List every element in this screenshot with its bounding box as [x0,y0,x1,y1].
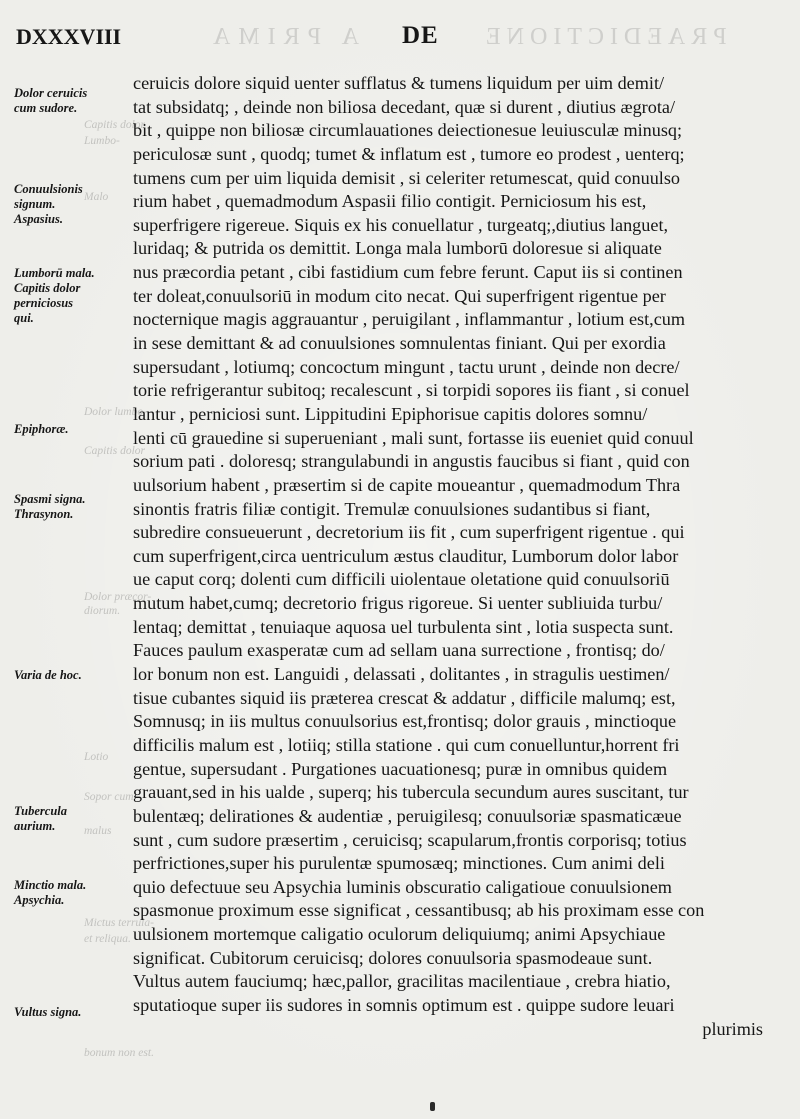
text-line: Fauces paulum exasperatæ cum ad sellam uana surrectione , frontisq; do/ [133,640,665,661]
margin-note [14,492,126,522]
show-through-margin-note: et reliqua. [84,933,131,945]
margin-note-line: cum sudore. [14,101,78,115]
margin-note-line: signum. [14,197,56,211]
text-line: bulentæq; delirationes & audentiæ , peruigilesq; conuulsoriæ spasmaticæue [133,805,682,826]
running-head: DE [402,22,439,49]
text-line: bit , quippe non biliosæ circumlauationes deiectionesue leuiusculæ minusq; [133,120,683,141]
page-number: DXXXVIII [16,24,122,49]
text-line: Vultus autem fauciumq; hæc,pallor, gracilitas macilentiaue , crebra hiatio, [133,971,671,992]
body-text [133,72,763,1041]
show-through-margin-note: bonum non est. [84,1047,154,1059]
margin-note-line: Varia de hoc. [14,668,82,682]
text-line: ter doleat,conuulsoriū in modum cito necat. Qui superfrigent rigentue per [133,285,666,306]
show-through-margin-note: Capitis dolor [84,119,146,131]
text-line: lenti cū grauedine si superueniant , mali sunt, fortasse iis eueniet quid conuul [133,427,694,448]
text-line: uulsorium habent , præsertim si de capite moueantur , quemadmodum Thra [133,474,681,495]
show-through-margin-note: Lotio [84,751,109,763]
show-through-margin-note: Capitis dolor [84,445,146,457]
show-through-text-left: A PRIMA [205,24,360,50]
margin-note-line: Lumborū mala. [14,266,95,280]
text-line: lor bonum non est. Languidi , delassati , dolitantes , in stragulis uestimen/ [133,664,670,685]
margin-note-line: perniciosus [14,296,74,310]
margin-note-line: Epiphoræ. [14,422,69,436]
show-through-margin-note: Lumbo- [84,135,120,147]
show-through-margin-note: diorum. [84,605,121,617]
text-line: uulsionem mortemque caligatio oculorum deliquiumq; animi Apsychiaue [133,924,666,945]
margin-note-line: Dolor ceruicis [14,86,88,100]
margin-note [14,1005,126,1020]
text-line: difficilis malum est , lotiiq; stilla statione . qui cum conuelluntur,horrent fri [133,734,680,755]
text-line: sputatioque super iis sudores in somnis optimum est . quippe sudore leuari [133,994,675,1015]
margin-note-line: Capitis dolor [14,281,81,295]
text-line: cum superfrigent,circa uentriculum æstus clauditur, Lumborum dolor labor [133,545,679,566]
text-line: periculosæ sunt , quodq; tumet & inflatum est , tumore eo prodest , uenterq; [133,143,685,164]
text-line: mutum habet,cumq; decretorio frigus rigoreue. Si uenter subliuida turbu/ [133,593,663,614]
text-line: grauant,sed in his ualde , superq; his tubercula secundum aures suscitant, tur [133,782,689,803]
text-line: perfrictiones,super his purulentæ spumosæq; minctiones. Cum animi deli [133,853,665,874]
text-line: supersudant , lotiumq; concoctum mingunt , tactu urunt , deinde non decre/ [133,356,680,377]
text-line: ue caput corq; dolenti cum difficili uiolentaue oletatione quid conuulsoriū [133,569,670,590]
show-through-margin-note: Malo [84,191,109,203]
text-line: nocternique magis aggrauantur , peruigilant , inflammantur , lotium est,cum [133,309,686,330]
margin-note [14,878,126,908]
text-line: sorium pati . doloresq; strangulabundi in angustis faucibus si fiant , quid con [133,451,690,472]
margin-note [14,804,126,834]
text-line: spasmonue proximum esse significat , cessantibusq; ab his proximam esse con [133,900,705,921]
text-line: significat. Cubitorum ceruicisq; dolores conuulsoria spasmodeaue sunt. [133,947,653,968]
text-line: rium habet , quemadmodum Aspasii filio contigit. Perniciosum his est, [133,191,647,212]
text-line: sinontis fratris filiæ contigit. Tremulæ conuulsiones sudantibus si fiant, [133,498,651,519]
text-line: superfrigere rigereue. Siquis ex his conuellatur , turgeatq;,diutius languet, [133,214,669,235]
text-line: ceruicis dolore siquid uenter sufflatus & tumens liquidum per uim demit/ [133,73,665,93]
margin-note-line: Tubercula [14,804,68,818]
text-line: torie refrigerantur subitoq; recalescunt , si torpidi sopores iis fiant , si conuel [133,380,690,401]
text-line: plurimis [702,1018,763,1039]
text-line: tumens cum per uim liquida demisit , si celeriter retumescat, quid conuulso [133,167,681,188]
margin-note-line: Conuulsionis [14,182,83,196]
show-through-margin-note: malus [84,825,112,837]
margin-note [14,182,126,227]
ink-speck [430,1102,435,1111]
margin-note-line: Vultus signa. [14,1005,82,1019]
show-through-margin-note: Dolor præcor- [84,591,152,603]
marginalia-column [14,80,154,1090]
show-through-margin-note: Mictus terrula- [84,917,154,929]
text-line: gentue, supersudant . Purgationes uacuationesq; puræ in omnibus quidem [133,758,668,779]
margin-note-line: Aspasius. [14,212,63,226]
margin-note-line: Minctio mala. [14,878,87,892]
text-line: Somnusq; in iis multus conuulsorius est,frontisq; dolor grauis , minctioque [133,711,677,732]
text-line: lantur , perniciosi sunt. Lippitudini Epiphorisue capitis dolores somnu/ [133,403,648,424]
text-line: tisue cubantes siquid iis præterea crescat & addatur , difficile malumq; est, [133,687,676,708]
text-line: nus præcordia petant , cibi fastidium cum febre ferunt. Caput iis si continen [133,262,683,283]
margin-note-line: Spasmi signa. [14,492,86,506]
page-header [0,18,800,62]
text-line: in sese demittant & ad conuulsiones somnulentas finiant. Qui per exordia [133,333,666,354]
text-line: sunt , cum sudore præsertim , ceruicisq; scapularum,frontis corporisq; totius [133,829,687,850]
show-through-margin-note: Sopor cum [84,791,134,803]
margin-note [14,668,126,683]
margin-note [14,422,126,437]
text-line: quio defectuue seu Apsychia luminis obscuratio caligatioue conuulsionem [133,876,672,897]
margin-note [14,266,126,326]
show-through-text-right: PRAEDICTIONE [480,24,727,50]
margin-note-line: qui. [14,311,34,325]
text-line: subredire consueuerunt , decretorium iis fit , cum superfrigent rigentue . qui [133,522,685,543]
margin-note-line: Apsychia. [14,893,65,907]
margin-note-line: aurium. [14,819,56,833]
text-line: lentaq; demittat , tenuiaque aquosa uel turbulenta sint , lotia suspecta sunt. [133,616,674,637]
margin-note [14,86,126,116]
show-through-margin-note: Dolor lumbo- [84,406,147,418]
text-line: luridaq; & putrida os demittit. Longa mala lumborū doloresue si aliquate [133,238,662,259]
text-line: tat subsidatq; , deinde non biliosa decedant, quæ si durent , diutius ægrota/ [133,96,676,117]
margin-note-line: Thrasynon. [14,507,74,521]
